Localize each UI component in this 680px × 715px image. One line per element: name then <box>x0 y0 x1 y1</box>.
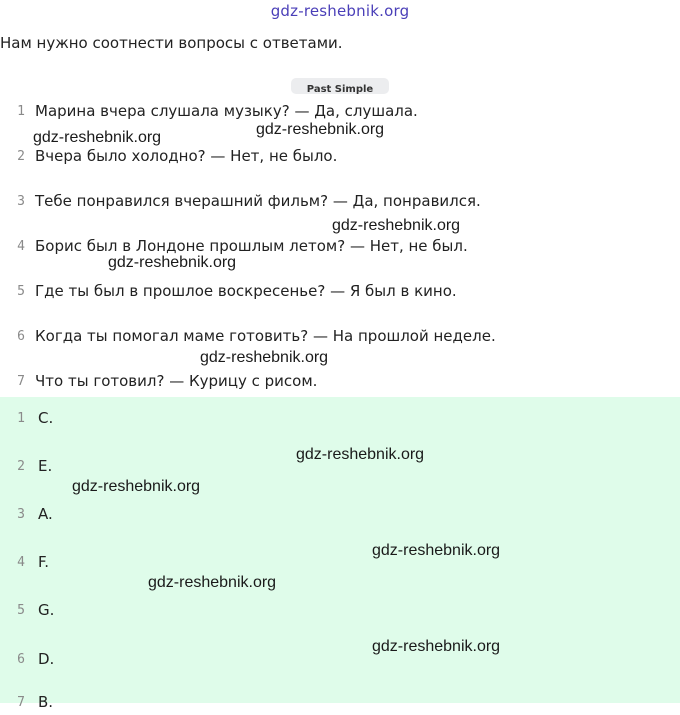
question-text: Вчера было холодно? — Нет, не было. <box>35 147 338 165</box>
answer-row <box>0 646 680 672</box>
answer-row <box>0 689 680 715</box>
answer-letter: B. <box>38 693 54 711</box>
question-row <box>0 279 680 303</box>
question-number: 6 <box>17 328 25 344</box>
question-row <box>0 189 680 213</box>
intro-text: Нам нужно соотнести вопросы с ответами. <box>0 34 343 52</box>
watermark: gdz-reshebnik.org <box>72 478 201 495</box>
answer-number: 1 <box>17 410 25 426</box>
site-header[interactable]: gdz-reshebnik.org <box>270 2 410 20</box>
question-number: 5 <box>17 283 25 299</box>
question-text: Что ты готовил? — Курицу с рисом. <box>35 372 318 390</box>
watermark: gdz-reshebnik.org <box>108 254 237 271</box>
question-text: Когда ты помогал маме готовить? — На прошлой неделе. <box>35 327 496 345</box>
question-number: 7 <box>17 373 25 389</box>
watermark: gdz-reshebnik.org <box>372 638 501 655</box>
answer-number: 3 <box>17 506 25 522</box>
question-text: Тебе понравился вчерашний фильм? — Да, понравился. <box>35 192 481 210</box>
watermark: gdz-reshebnik.org <box>256 121 385 138</box>
question-number: 4 <box>17 238 25 254</box>
answer-letter: C. <box>38 409 54 427</box>
topic-tag: Past Simple <box>291 78 389 94</box>
answer-number: 7 <box>17 694 25 710</box>
answer-row <box>0 405 680 431</box>
answer-letter: A. <box>38 505 53 523</box>
answer-panel <box>0 397 680 711</box>
answer-row <box>0 597 680 623</box>
answer-number: 4 <box>17 554 25 570</box>
watermark: gdz-reshebnik.org <box>148 574 277 591</box>
watermark: gdz-reshebnik.org <box>200 349 329 366</box>
answer-letter: D. <box>38 650 55 668</box>
watermark: gdz-reshebnik.org <box>332 217 461 234</box>
question-text: Марина вчера слушала музыку? — Да, слушала. <box>35 102 418 120</box>
question-row <box>0 99 680 123</box>
answer-number: 5 <box>17 602 25 618</box>
question-text: Борис был в Лондоне прошлым летом? — Нет, не был. <box>35 237 468 255</box>
question-number: 2 <box>17 148 25 164</box>
answer-number: 2 <box>17 458 25 474</box>
question-row <box>0 144 680 168</box>
watermark: gdz-reshebnik.org <box>372 542 501 559</box>
answer-letter: E. <box>38 457 53 475</box>
answer-row <box>0 549 680 575</box>
question-row <box>0 369 680 393</box>
question-number: 3 <box>17 193 25 209</box>
question-row <box>0 324 680 348</box>
watermark: gdz-reshebnik.org <box>296 446 425 463</box>
answer-number: 6 <box>17 651 25 667</box>
question-row <box>0 234 680 258</box>
question-number: 1 <box>17 103 25 119</box>
question-text: Где ты был в прошлое воскресенье? — Я был в кино. <box>35 282 457 300</box>
watermark: gdz-reshebnik.org <box>33 129 162 146</box>
answer-letter: F. <box>38 553 49 571</box>
answer-row <box>0 501 680 527</box>
answer-letter: G. <box>38 601 55 619</box>
